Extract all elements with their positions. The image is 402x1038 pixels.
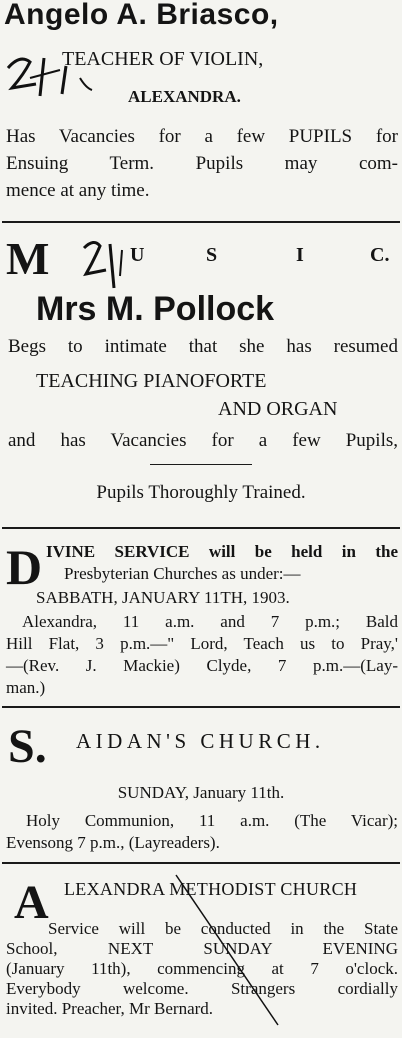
short-divider [150, 464, 252, 465]
body-line: Has Vacancies for a few PUPILS for [6, 126, 398, 147]
music-letter: I [296, 244, 304, 266]
body-line: Everybody welcome. Strangers cordially [6, 979, 398, 998]
body-line: AND ORGAN [218, 398, 338, 420]
body-line: TEACHING PIANOFORTE [36, 370, 267, 392]
handwritten-mark [0, 48, 110, 108]
music-drop-cap: M [6, 233, 50, 284]
body-line: Ensuing Term. Pupils may com- [6, 153, 398, 174]
church-heading: AIDAN'S CHURCH. [76, 729, 325, 753]
pencil-stroke [160, 865, 300, 1035]
body-line: mence at any time. [6, 180, 150, 201]
music-letter: S [206, 244, 218, 266]
methodist-drop-cap: A [14, 876, 49, 929]
teacher-location: ALEXANDRA. [128, 87, 241, 106]
body-line: and has Vacancies for a few Pupils, [8, 430, 398, 451]
body-line: (January 11th), commencing at 7 o'clock. [6, 959, 398, 978]
music-letter: C. [370, 244, 390, 266]
teacher-name: Angelo A. Briasco, [4, 0, 279, 31]
advertiser-name: Mrs M. Pollock [36, 290, 275, 328]
body-line: Hill Flat, 3 p.m.—" Lord, Teach us to Pray,' [6, 634, 398, 653]
music-ad [0, 224, 402, 524]
divider [2, 527, 400, 529]
body-line: man.) [6, 678, 46, 697]
handwritten-mark [70, 224, 140, 304]
body-line: Pupils Thoroughly Trained. [96, 482, 306, 503]
body-line: School, NEXT SUNDAY EVENING [6, 939, 398, 958]
methodist-heading: LEXANDRA METHODIST CHURCH [64, 879, 358, 899]
body-line: Begs to intimate that she has resumed [8, 336, 398, 357]
violin-teacher-ad [0, 0, 402, 215]
divider [2, 706, 400, 708]
service-drop-cap: D [6, 539, 43, 595]
service-date: SUNDAY, January 11th. [117, 783, 285, 802]
body-line: invited. Preacher, Mr Bernard. [6, 999, 214, 1018]
body-line: SABBATH, JANUARY 11TH, 1903. [36, 588, 290, 607]
body-line: Service will be conducted in the State [48, 919, 398, 938]
divine-service-ad [0, 530, 402, 697]
methodist-church-ad [0, 865, 402, 1038]
st-aidans-ad [0, 709, 402, 859]
divider [2, 221, 400, 223]
body-line: IVINE SERVICE will be held in the [46, 542, 398, 561]
body-line: Presbyterian Churches as under:— [64, 564, 301, 583]
divider [2, 862, 400, 864]
music-letter: U [130, 244, 145, 266]
body-line: —(Rev. J. Mackie) Clyde, 7 p.m.—(Lay- [6, 656, 398, 675]
body-line: Alexandra, 11 a.m. and 7 p.m.; Bald [22, 612, 398, 631]
body-line: Holy Communion, 11 a.m. (The Vicar); [26, 811, 398, 830]
teacher-title: TEACHER OF VIOLIN, [62, 48, 264, 70]
body-line: Evensong 7 p.m., (Layreaders). [6, 833, 220, 852]
church-drop-cap: S. [8, 720, 47, 773]
